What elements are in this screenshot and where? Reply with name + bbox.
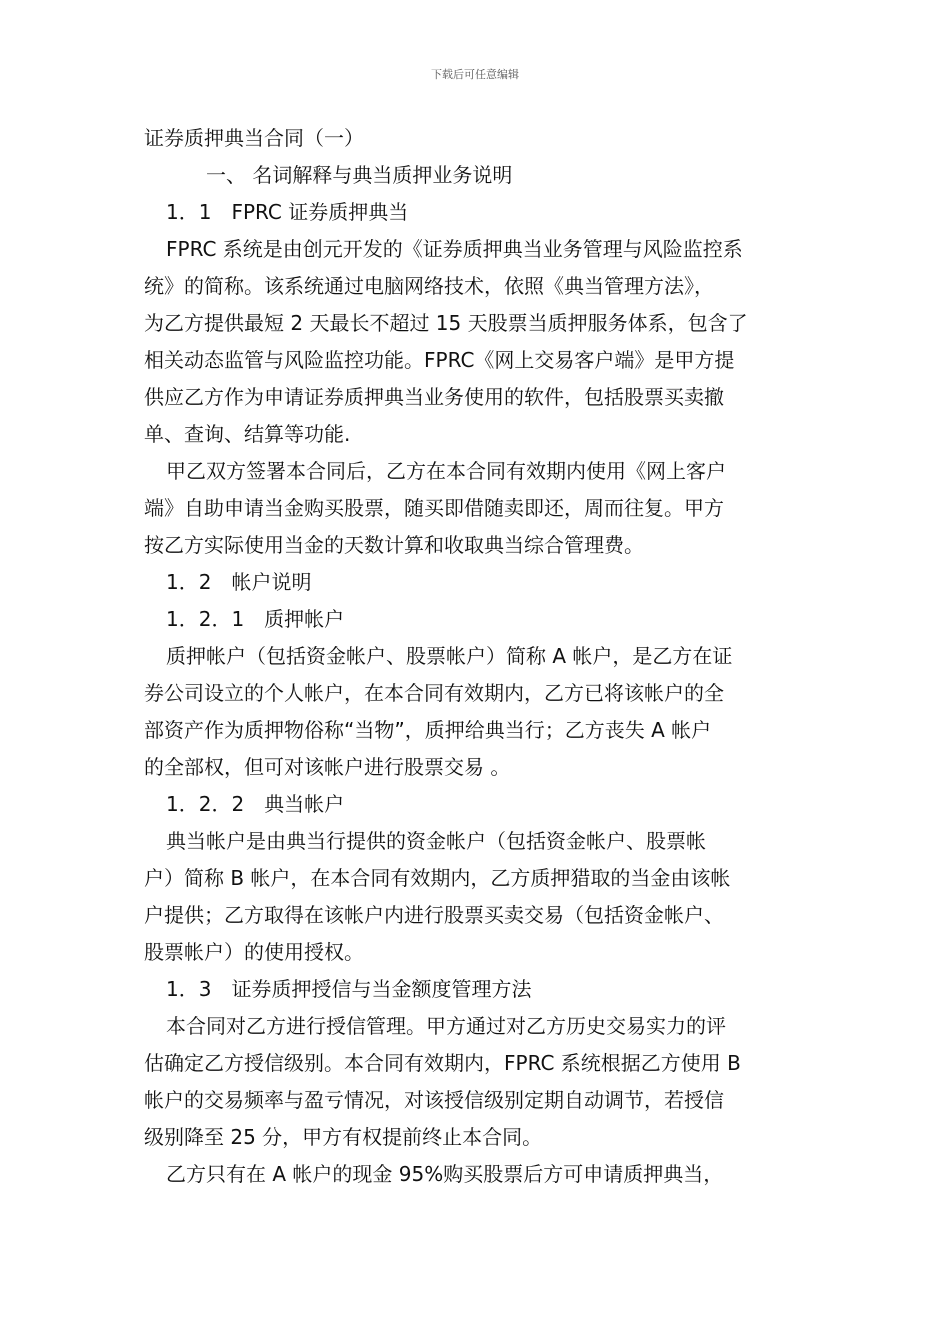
heading-1-1: 1．1 FPRC 证券质押典当 xyxy=(166,200,409,224)
paragraph-pawn-account xyxy=(144,823,809,971)
paragraph-line: 部资产作为质押物俗称“当物”，质押给典当行；乙方丧失 A 帐户 xyxy=(144,718,712,742)
document-body xyxy=(144,120,809,1193)
paragraph-line: 质押帐户（包括资金帐户、股票帐户）简称 A 帐户，是乙方在证 xyxy=(166,644,733,668)
heading-1-2: 1．2 帐户说明 xyxy=(166,570,312,594)
document-title: 证券质押典当合同（一） xyxy=(144,126,364,150)
paragraph-line: 相关动态监管与风险监控功能。FPRC《网上交易客户端》是甲方提 xyxy=(144,348,735,372)
paragraph-line: 股票帐户）的使用授权。 xyxy=(144,940,364,964)
paragraph-line: 统》的简称。该系统通过电脑网络技术，依照《典当管理方法》， xyxy=(144,274,714,298)
paragraph-line: 供应乙方作为申请证券质押典当业务使用的软件，包括股票买卖撤 xyxy=(144,385,724,409)
paragraph-line: 端》自助申请当金购买股票，随买即借随卖即还，周而往复。甲方 xyxy=(144,496,724,520)
paragraph-credit-management xyxy=(144,1008,809,1156)
paragraph-line: 户）简称 B 帐户，在本合同有效期内，乙方质押猎取的当金由该帐 xyxy=(144,866,731,890)
page-header: 下载后可任意编辑 xyxy=(431,68,519,81)
paragraph-line: FPRC 系统是由创元开发的《证券质押典当业务管理与风险监控系 xyxy=(166,237,743,261)
paragraph-cash-requirement xyxy=(144,1156,809,1193)
section-heading-1: 一、 名词解释与典当质押业务说明 xyxy=(206,163,513,187)
paragraph-line: 的全部权，但可对该帐户进行股票交易 。 xyxy=(144,755,511,779)
paragraph-line: 级别降至 25 分，甲方有权提前终止本合同。 xyxy=(144,1125,543,1149)
paragraph-line: 本合同对乙方进行授信管理。甲方通过对乙方历史交易实力的评 xyxy=(166,1014,726,1038)
paragraph-pledge-account xyxy=(144,638,809,786)
paragraph-line: 帐户的交易频率与盈亏情况，对该授信级别定期自动调节，若授信 xyxy=(144,1088,724,1112)
paragraph-line: 为乙方提供最短 2 天最长不超过 15 天股票当质押服务体系，包含了 xyxy=(144,311,748,335)
paragraph-line: 典当帐户是由典当行提供的资金帐户（包括资金帐户、股票帐 xyxy=(166,829,706,853)
paragraph-line: 单、查询、结算等功能. xyxy=(144,422,351,446)
paragraph-line: 估确定乙方授信级别。本合同有效期内，FPRC 系统根据乙方使用 B xyxy=(144,1051,741,1075)
paragraph-fprc-system xyxy=(144,231,809,453)
paragraph-line: 乙方只有在 A 帐户的现金 95%购买股票后方可申请质押典当， xyxy=(166,1162,724,1186)
paragraph-line: 甲乙双方签署本合同后，乙方在本合同有效期内使用《网上客户 xyxy=(166,459,726,483)
heading-1-3: 1．3 证券质押授信与当金额度管理方法 xyxy=(166,977,532,1001)
paragraph-line: 户提供；乙方取得在该帐户内进行股票买卖交易（包括资金帐户、 xyxy=(144,903,724,927)
heading-1-2-2: 1．2．2 典当帐户 xyxy=(166,792,345,816)
heading-1-2-1: 1．2．1 质押帐户 xyxy=(166,607,345,631)
paragraph-line: 按乙方实际使用当金的天数计算和收取典当综合管理费。 xyxy=(144,533,644,557)
paragraph-line: 券公司设立的个人帐户，在本合同有效期内，乙方已将该帐户的全 xyxy=(144,681,724,705)
paragraph-agreement-usage xyxy=(144,453,809,564)
